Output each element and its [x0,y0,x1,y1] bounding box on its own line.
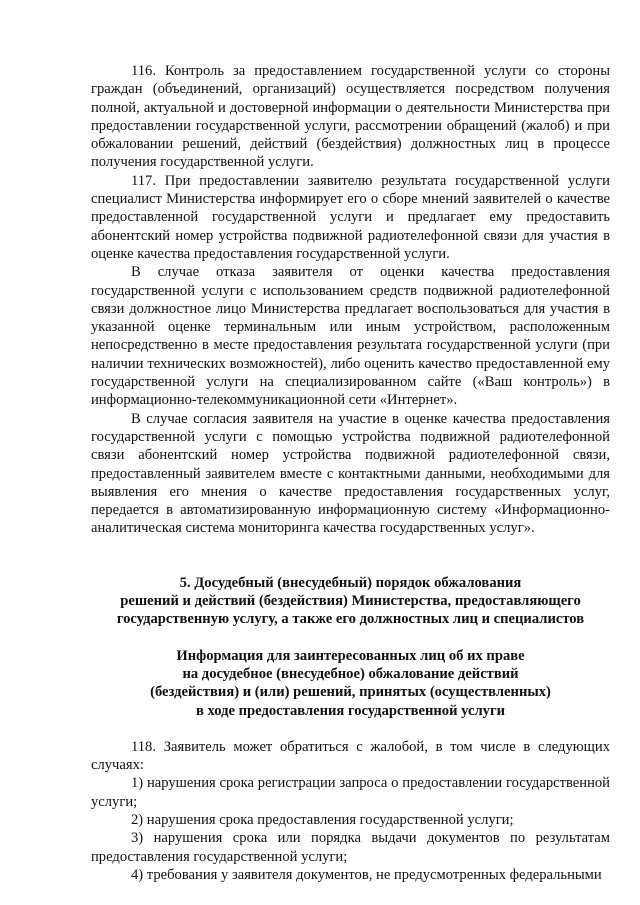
paragraph-117: 117. При предоставлении заявителю результата государственной услуги специалист Министерства информирует его о сборе мнений заявителей о качестве предоставленной государственной услуги и предлагает ему предоставить абонентский номер устройства подвижной радиотелефонной связи для участия в оценке качества предоставления государственной услуги. [91,172,610,262]
paragraph-refusal: В случае отказа заявителя от оценки качества предоставления государственной услуги с использованием средств подвижной радиотелефонной связи должностное лицо Министерства предлагает воспользоваться для участия в указанной оценке терминальным или иным устройством, расположенным непосредственно в месте предоставления результата государственной услуги (при наличии технических возможностей), либо оценить качество предоставленной ему государственной услуги на специализированном сайте («Ваш контроль») в информационно-телекоммуникационной сети «Интернет». [91,264,610,409]
list-item-2: 2) нарушения срока предоставления государственной услуги; [131,811,514,828]
paragraph-116: 116. Контроль за предоставлением государственной услуги со стороны граждан (объединений, организаций) осуществляется посредством получения полной, актуальной и достоверной информации о деятельности Министерства при предоставлении государственной услуги, рассмотрении обращений (жалоб) и при обжаловании решений, действий (бездействия) должностных лиц в процессе получения государственной услуги. [91,63,610,171]
section-heading-line: государственную услугу, а также его должностных лиц и специалистов [116,611,585,628]
section-heading-line: 5. Досудебный (внесудебный) порядок обжалования [179,574,522,591]
list-item-4: 4) требования у заявителя документов, не предусмотренных федеральными [131,866,602,883]
list-item-3: 3) нарушения срока или порядка выдачи документов по результатам предоставления государственной услуги; [91,830,610,865]
sub-heading-line: на досудебное (внесудебное) обжалование действий [182,665,519,682]
sub-heading-line: Информация для заинтересованных лиц об их праве [176,647,525,664]
section-heading [91,574,610,629]
paragraph-consent: В случае согласия заявителя на участие в оценке качества предоставления государственной услуги с помощью устройства подвижной радиотелефонной связи абонентский номер устройства подвижной радиотелефонной связи, предоставленный заявителем вместе с контактными данными, необходимыми для выявления его мнения о качестве предоставления государственных услуг, передается в автоматизированную информационную систему «Информационно-аналитическая система мониторинга качества государственных услуг». [91,410,610,537]
sub-heading-line: (бездействия) и (или) решений, принятых (осуществленных) [150,684,551,701]
sub-heading-line: в ходе предоставления государственной услуги [195,702,506,719]
section-heading-line: решений и действий (бездействия) Министерства, предоставляющего [120,593,581,610]
spacer [91,629,610,647]
sub-heading [91,647,610,720]
document-page [91,62,610,884]
spacer [91,538,610,574]
spacer [91,720,610,738]
paragraph-118: 118. Заявитель может обратиться с жалобой, в том числе в следующих случаях: [91,738,610,774]
list-item-1: 1) нарушения срока регистрации запроса о предоставлении государственной услуги; [91,775,610,810]
